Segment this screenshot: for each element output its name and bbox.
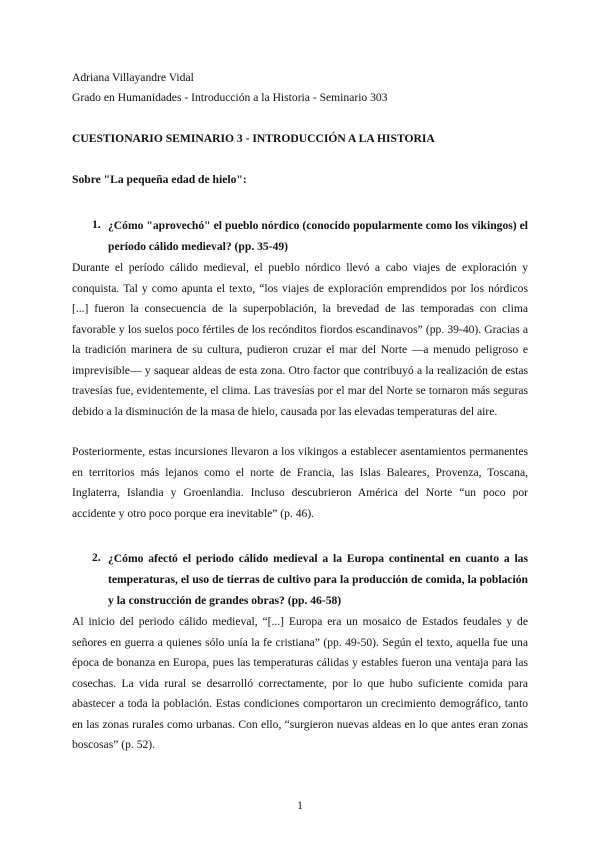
question-2-text: ¿Cómo afectó el periodo cálido medieval a la Europa continental en cuanto a las temperaturas, el uso de tierras de cultivo para la producción de comida, la población y la construcción de grandes obras? (pp. 46-58) <box>108 552 528 607</box>
answer-1-paragraph-1: Durante el período cálido medieval, el pueblo nórdico llevó a cabo viajes de exploración y conquista. Tal y como apunta el texto, “los viajes de exploración emprendidos por los nórdicos [...] fueron la consecuencia de la superpoblación, la brevedad de las temporadas con clima favorable y los suelos poco fértiles de los recónditos fiordos escandinavos” (pp. 39-40). Gracias a la tradición marinera de su cultura, pudieron cruzar el mar del Norte —a menudo peligroso e imprevisible— y saquear aldeas de esta zona. Otro factor que contribuyó a la realización de estas travesías fue, evidentemente, el clima. Las travesías por el mar del Norte se tornaron más seguras debido a la disminución de la masa de hielo, causada por las elevadas temperaturas del aire. <box>72 261 528 418</box>
answer-1-paragraph-2: Posteriormente, estas incursiones llevaron a los vikingos a establecer asentamientos permanentes en territorios más lejanos como el norte de Francia, las Islas Baleares, Provenza, Toscana, Inglaterra, Islandia y Groenlandia. Incluso descubrieron América del Norte “un poco por accidente y otro poco porque era inevitable” (p. 46). <box>72 445 528 520</box>
document-title: CUESTIONARIO SEMINARIO 3 - INTRODUCCIÓN A LA HISTORIA <box>72 132 435 145</box>
page-number: 1 <box>297 799 303 812</box>
question-1-text: ¿Cómo "aprovechó" el pueblo nórdico (conocido popularmente como los vikingos) el período cálido medieval? (pp. 35-49) <box>108 219 528 253</box>
course-info: Grado en Humanidades - Introducción a la Historia - Seminario 303 <box>72 91 388 104</box>
answer-2-paragraph-1: Al inicio del periodo cálido medieval, “[...] Europa era un mosaico de Estados feudales y de señores en guerra a quienes sólo unía la fe cristiana” (pp. 49-50). Según el texto, aquella fue una época de bonanza en Europa, pues las temperaturas cálidas y estables fueron una ventaja para las cosechas. La vida rural se desarrolló correctamente, por lo que hubo suficiente comida para abastecer a toda la población. Estas condiciones comportaron un crecimiento demográfico, tanto en las zonas rurales como urbanas. Con ello, “surgieron nuevas aldeas en lo que antes eran zonas boscosas” (p. 52). <box>72 615 528 751</box>
question-1-number: 1. <box>92 218 101 231</box>
author-name: Adriana Villayandre Vidal <box>72 71 194 84</box>
document-subtitle: Sobre "La pequeña edad de hielo": <box>72 173 247 186</box>
question-2-number: 2. <box>92 551 101 564</box>
